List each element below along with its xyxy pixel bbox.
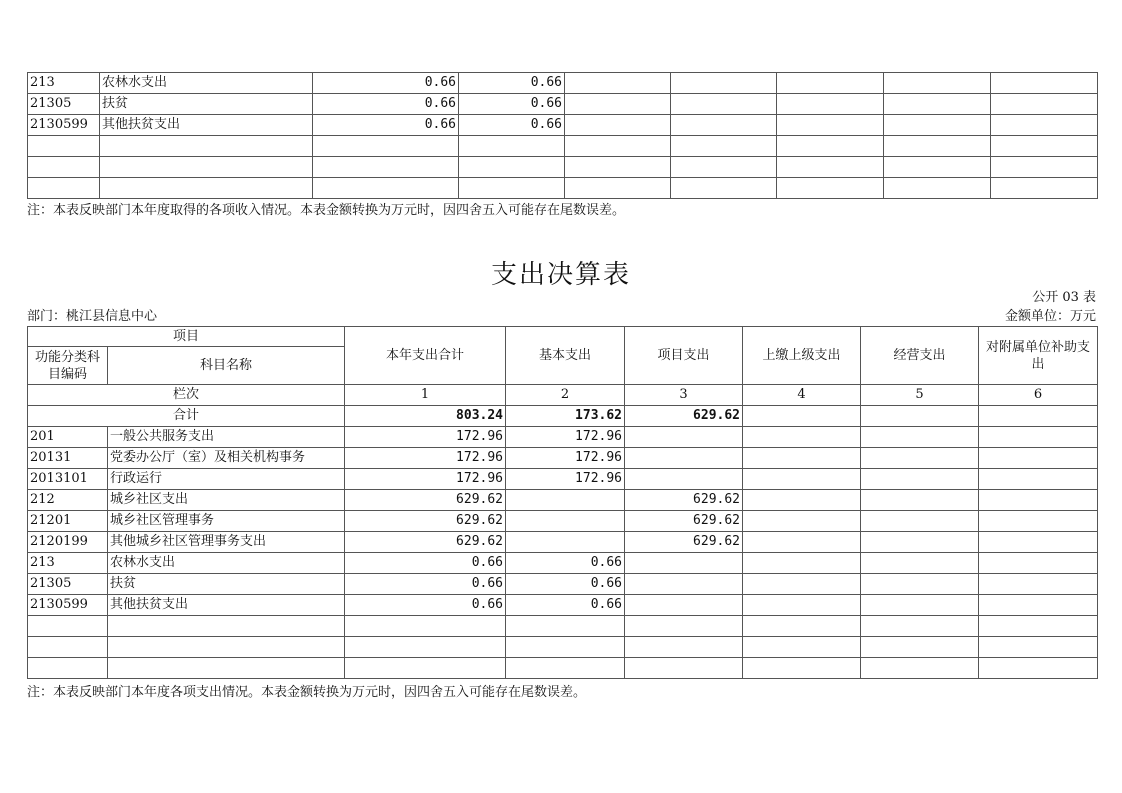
name-cell: 党委办公厅（室）及相关机构事务 <box>108 448 345 469</box>
col-num-6: 6 <box>979 385 1098 406</box>
name-cell: 城乡社区支出 <box>108 490 345 511</box>
empty-cell <box>743 448 861 469</box>
empty-cell <box>979 469 1098 490</box>
empty-cell <box>991 136 1098 157</box>
empty-cell <box>28 637 108 658</box>
total-expense-cell: 629.62 <box>345 511 506 532</box>
header-name: 科目名称 <box>108 347 345 385</box>
empty-cell <box>743 637 861 658</box>
name-cell: 扶贫 <box>100 94 313 115</box>
empty-cell <box>861 448 979 469</box>
code-cell: 20131 <box>28 448 108 469</box>
basic-expense-cell <box>506 532 625 553</box>
basic-expense-cell: 172.96 <box>506 469 625 490</box>
amount-unit-label: 金额单位：万元 <box>1004 309 1096 324</box>
empty-cell <box>100 136 313 157</box>
col-num-1: 1 <box>345 385 506 406</box>
table-row <box>28 532 1098 553</box>
code-cell: 201 <box>28 427 108 448</box>
empty-cell <box>979 616 1098 637</box>
header-lanci: 栏次 <box>28 385 345 406</box>
empty-cell <box>459 136 565 157</box>
empty-row <box>28 157 1098 178</box>
name-cell: 其他扶贫支出 <box>108 595 345 616</box>
code-cell: 2130599 <box>28 595 108 616</box>
project-expense-cell <box>625 427 743 448</box>
name-cell: 其他扶贫支出 <box>100 115 313 136</box>
empty-cell <box>991 115 1098 136</box>
name-cell: 行政运行 <box>108 469 345 490</box>
col-num-3: 3 <box>625 385 743 406</box>
total-c2: 173.62 <box>506 406 625 427</box>
table-row <box>28 595 1098 616</box>
empty-cell <box>777 157 884 178</box>
header-col-2: 基本支出 <box>506 327 625 385</box>
expenditure-table-note: 注：本表反映部门本年度各项支出情况。本表金额转换为万元时，因四舍五入可能存在尾数误差。 <box>27 685 587 700</box>
empty-cell <box>979 658 1098 679</box>
table-row <box>28 427 1098 448</box>
empty-cell <box>979 595 1098 616</box>
empty-cell <box>861 637 979 658</box>
expenditure-table <box>27 326 1098 679</box>
empty-cell <box>861 427 979 448</box>
basic-expense-cell: 0.66 <box>506 553 625 574</box>
basic-expense-cell: 172.96 <box>506 448 625 469</box>
basic-expense-cell: 0.66 <box>506 574 625 595</box>
page-title: 支出决算表 <box>490 260 631 290</box>
total-expense-cell: 0.66 <box>345 553 506 574</box>
empty-cell <box>565 94 671 115</box>
value-cell: 0.66 <box>313 115 459 136</box>
empty-cell <box>743 427 861 448</box>
empty-cell <box>884 115 991 136</box>
empty-cell <box>979 511 1098 532</box>
basic-expense-cell: 172.96 <box>506 427 625 448</box>
header-code: 功能分类科目编码 <box>28 347 108 385</box>
code-cell: 2130599 <box>28 115 100 136</box>
empty-cell <box>861 553 979 574</box>
empty-cell <box>108 637 345 658</box>
empty-cell <box>861 532 979 553</box>
empty-cell <box>861 574 979 595</box>
empty-cell <box>345 616 506 637</box>
empty-cell <box>625 637 743 658</box>
empty-cell <box>565 157 671 178</box>
empty-cell <box>345 658 506 679</box>
empty-cell <box>884 94 991 115</box>
empty-cell <box>671 115 777 136</box>
income-table-continued <box>27 72 1098 199</box>
header-item: 项目 <box>28 327 345 347</box>
empty-cell <box>313 178 459 199</box>
department-label: 部门：桃江县信息中心 <box>27 309 158 324</box>
empty-cell <box>777 94 884 115</box>
empty-cell <box>671 73 777 94</box>
empty-cell <box>743 574 861 595</box>
empty-cell <box>991 94 1098 115</box>
name-cell: 农林水支出 <box>100 73 313 94</box>
empty-cell <box>28 658 108 679</box>
empty-cell <box>861 595 979 616</box>
col-num-4: 4 <box>743 385 861 406</box>
total-c3: 629.62 <box>625 406 743 427</box>
table-row <box>28 553 1098 574</box>
empty-cell <box>884 157 991 178</box>
header-col-4: 上缴上级支出 <box>743 327 861 385</box>
empty-cell <box>743 490 861 511</box>
table-row <box>28 490 1098 511</box>
header-col-6: 对附属单位补助支出 <box>979 327 1098 385</box>
empty-cell <box>506 616 625 637</box>
empty-cell <box>884 178 991 199</box>
table-row <box>28 448 1098 469</box>
empty-cell <box>28 178 100 199</box>
table-row <box>28 574 1098 595</box>
name-cell: 农林水支出 <box>108 553 345 574</box>
code-cell: 21201 <box>28 511 108 532</box>
empty-cell <box>777 73 884 94</box>
empty-cell <box>565 73 671 94</box>
empty-row <box>28 658 1098 679</box>
col-num-2: 2 <box>506 385 625 406</box>
name-cell: 扶贫 <box>108 574 345 595</box>
project-expense-cell: 629.62 <box>625 511 743 532</box>
empty-cell <box>979 532 1098 553</box>
name-cell: 一般公共服务支出 <box>108 427 345 448</box>
empty-cell <box>345 637 506 658</box>
empty-cell <box>991 73 1098 94</box>
name-cell: 城乡社区管理事务 <box>108 511 345 532</box>
total-c4 <box>743 406 861 427</box>
empty-row <box>28 136 1098 157</box>
empty-cell <box>777 115 884 136</box>
table-row <box>28 469 1098 490</box>
empty-cell <box>506 658 625 679</box>
empty-cell <box>313 136 459 157</box>
table-row <box>28 94 1098 115</box>
code-cell: 21305 <box>28 574 108 595</box>
empty-cell <box>743 616 861 637</box>
empty-cell <box>861 616 979 637</box>
total-expense-cell: 172.96 <box>345 427 506 448</box>
empty-cell <box>671 157 777 178</box>
total-expense-cell: 629.62 <box>345 490 506 511</box>
header-col-3: 项目支出 <box>625 327 743 385</box>
empty-cell <box>625 658 743 679</box>
total-expense-cell: 172.96 <box>345 448 506 469</box>
col-num-5: 5 <box>861 385 979 406</box>
empty-cell <box>743 511 861 532</box>
empty-cell <box>565 178 671 199</box>
empty-cell <box>28 616 108 637</box>
empty-cell <box>743 595 861 616</box>
empty-cell <box>743 532 861 553</box>
empty-row <box>28 616 1098 637</box>
empty-cell <box>565 136 671 157</box>
empty-cell <box>979 574 1098 595</box>
total-label: 合计 <box>28 406 345 427</box>
empty-cell <box>743 658 861 679</box>
total-expense-cell: 0.66 <box>345 595 506 616</box>
project-expense-cell: 629.62 <box>625 490 743 511</box>
value-cell: 0.66 <box>459 73 565 94</box>
table-row <box>28 511 1098 532</box>
empty-cell <box>979 448 1098 469</box>
code-cell: 2013101 <box>28 469 108 490</box>
code-cell: 21305 <box>28 94 100 115</box>
empty-cell <box>861 658 979 679</box>
basic-expense-cell: 0.66 <box>506 595 625 616</box>
total-expense-cell: 172.96 <box>345 469 506 490</box>
name-cell: 其他城乡社区管理事务支出 <box>108 532 345 553</box>
empty-cell <box>28 157 100 178</box>
empty-cell <box>565 115 671 136</box>
value-cell: 0.66 <box>313 94 459 115</box>
basic-expense-cell <box>506 511 625 532</box>
empty-cell <box>100 157 313 178</box>
empty-cell <box>108 616 345 637</box>
empty-row <box>28 637 1098 658</box>
code-cell: 212 <box>28 490 108 511</box>
empty-cell <box>313 157 459 178</box>
project-expense-cell <box>625 448 743 469</box>
empty-cell <box>777 136 884 157</box>
empty-cell <box>28 136 100 157</box>
empty-cell <box>979 490 1098 511</box>
empty-cell <box>743 469 861 490</box>
total-c1: 803.24 <box>345 406 506 427</box>
empty-cell <box>777 178 884 199</box>
empty-cell <box>884 136 991 157</box>
code-cell: 2120199 <box>28 532 108 553</box>
empty-cell <box>979 427 1098 448</box>
empty-cell <box>671 94 777 115</box>
empty-cell <box>459 178 565 199</box>
empty-cell <box>671 178 777 199</box>
empty-cell <box>743 553 861 574</box>
project-expense-cell <box>625 595 743 616</box>
empty-cell <box>861 490 979 511</box>
income-table-note: 注：本表反映部门本年度取得的各项收入情况。本表金额转换为万元时，因四舍五入可能存在尾数误差。 <box>27 203 626 218</box>
project-expense-cell <box>625 553 743 574</box>
header-col-1: 本年支出合计 <box>345 327 506 385</box>
empty-cell <box>861 469 979 490</box>
code-cell: 213 <box>28 73 100 94</box>
empty-cell <box>506 637 625 658</box>
table-row <box>28 73 1098 94</box>
empty-cell <box>108 658 345 679</box>
total-c6 <box>979 406 1098 427</box>
value-cell: 0.66 <box>459 94 565 115</box>
empty-cell <box>100 178 313 199</box>
table-row <box>28 115 1098 136</box>
total-expense-cell: 629.62 <box>345 532 506 553</box>
empty-cell <box>884 73 991 94</box>
project-expense-cell <box>625 574 743 595</box>
total-c5 <box>861 406 979 427</box>
project-expense-cell: 629.62 <box>625 532 743 553</box>
empty-cell <box>459 157 565 178</box>
empty-cell <box>861 511 979 532</box>
table-number: 公开 03 表 <box>1032 290 1096 305</box>
basic-expense-cell <box>506 490 625 511</box>
total-expense-cell: 0.66 <box>345 574 506 595</box>
code-cell: 213 <box>28 553 108 574</box>
empty-row <box>28 178 1098 199</box>
empty-cell <box>625 616 743 637</box>
empty-cell <box>991 157 1098 178</box>
value-cell: 0.66 <box>459 115 565 136</box>
empty-cell <box>671 136 777 157</box>
header-col-5: 经营支出 <box>861 327 979 385</box>
empty-cell <box>979 553 1098 574</box>
empty-cell <box>979 637 1098 658</box>
project-expense-cell <box>625 469 743 490</box>
empty-cell <box>991 178 1098 199</box>
value-cell: 0.66 <box>313 73 459 94</box>
